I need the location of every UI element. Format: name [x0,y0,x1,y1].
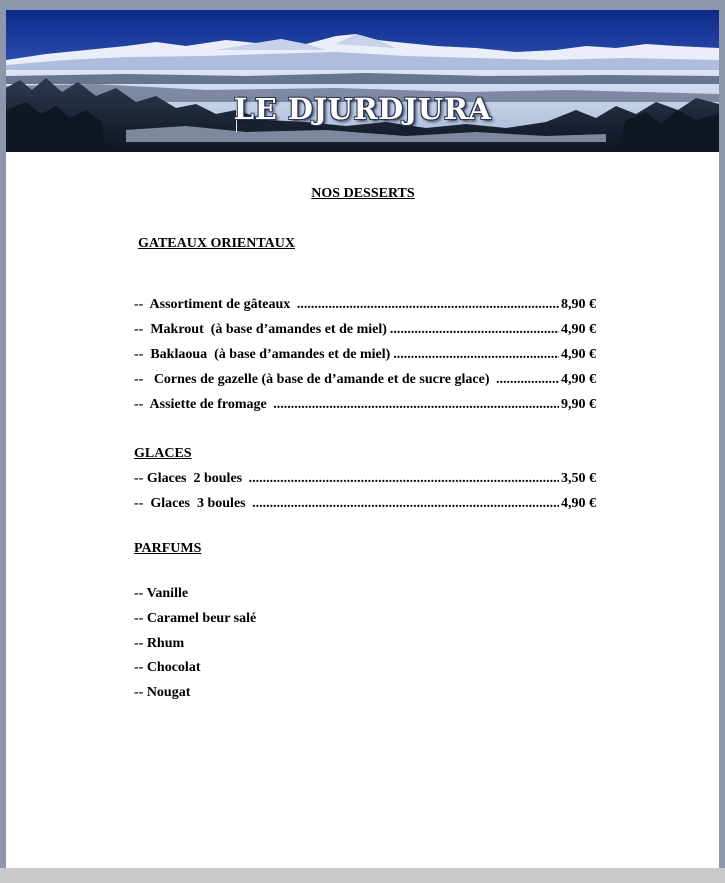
dot-leader [273,397,559,413]
item-price: 8,90 € [561,297,596,312]
item-price: 4,90 € [561,372,596,387]
section-title-glaces: GLACES [134,446,192,461]
section-title-gateaux: GATEAUX ORIENTAUX [138,236,295,251]
flavor-item: -- Vanille [134,586,189,601]
dot-leader [393,347,559,363]
menu-item [134,372,596,390]
window-bottom-bar [0,868,725,883]
item-label: -- Glaces 2 boules [134,471,246,486]
menu-item [134,297,596,315]
menu-item [134,347,596,365]
dot-leader [249,471,559,487]
winter-landscape-image [6,10,719,152]
item-price: 4,90 € [561,322,596,337]
document-page [6,10,719,868]
item-price: 4,90 € [561,496,596,511]
flavor-item: -- Nougat [134,685,191,700]
item-label: -- Cornes de gazelle (à base de d’amande et de sucre glace) [134,372,494,387]
menu-item [134,397,596,415]
item-label: -- Assiette de fromage [134,397,271,412]
flavor-item: -- Rhum [134,636,185,651]
dot-leader [496,372,559,388]
item-price: 4,90 € [561,347,596,362]
flavor-item: -- Caramel beur salé [134,611,257,626]
restaurant-title: LE DJURDJURA [233,92,492,126]
item-price: 3,50 € [561,471,596,486]
item-label: -- Baklaoua (à base d’amandes et de miel) [134,347,391,362]
item-price: 9,90 € [561,397,596,412]
dot-leader [252,496,559,512]
item-label: -- Assortiment de gâteaux [134,297,294,312]
menu-item [134,471,596,489]
dot-leader [390,322,559,338]
menu-item [134,496,596,514]
dot-leader [297,297,559,313]
item-label: -- Makrout (à base d’amandes et de miel) [134,322,387,337]
menu-title: NOS DESSERTS [311,186,415,201]
menu-item [134,322,596,340]
flavor-item: -- Chocolat [134,660,201,675]
item-label: -- Glaces 3 boules [134,496,250,511]
header-banner [6,10,719,152]
section-title-parfums: PARFUMS [134,541,202,556]
